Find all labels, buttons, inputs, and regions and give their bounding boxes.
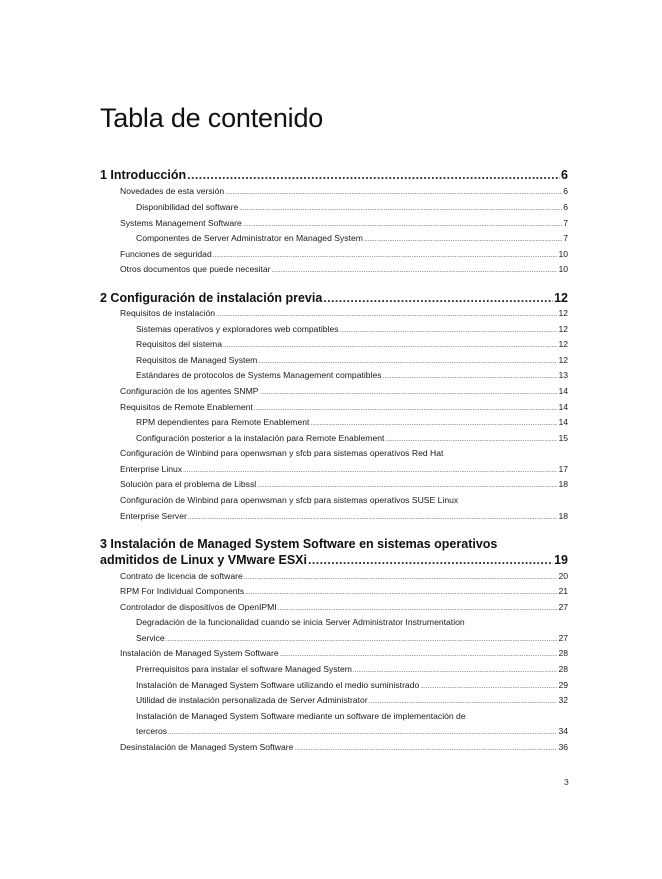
toc-page-number: 14 bbox=[558, 386, 568, 396]
toc-entry-title: Solución para el problema de Libssl bbox=[120, 479, 257, 489]
toc-entry-title: Prerrequisitos para instalar el software Managed System bbox=[136, 664, 352, 674]
dot-leader bbox=[188, 514, 558, 521]
toc-entry[interactable] bbox=[136, 680, 568, 690]
toc-entry-title-line1: Configuración de Winbind para openwsman y sfcb para sistemas operativos Red Hat bbox=[120, 448, 444, 458]
page-number: 3 bbox=[564, 777, 569, 787]
dot-leader bbox=[369, 698, 558, 705]
dot-leader bbox=[271, 267, 557, 274]
dot-leader bbox=[340, 327, 558, 334]
toc-page-number: 15 bbox=[558, 433, 568, 443]
dot-leader bbox=[323, 291, 553, 305]
toc-entry-title: terceros bbox=[136, 726, 168, 736]
toc-page-number: 14 bbox=[558, 417, 568, 427]
toc-entry-title: Service bbox=[136, 633, 165, 643]
dot-leader bbox=[257, 482, 557, 489]
toc-entry-title: Configuración de los agentes SNMP bbox=[120, 386, 259, 396]
toc-page-number: 7 bbox=[563, 218, 568, 228]
toc-entry[interactable] bbox=[120, 402, 568, 412]
toc-chapter-1[interactable] bbox=[100, 168, 568, 182]
toc-entry[interactable] bbox=[120, 218, 568, 228]
toc-entry[interactable] bbox=[120, 264, 568, 274]
toc-page-number: 18 bbox=[558, 511, 568, 521]
toc-entry-title: Controlador de dispositivos de OpenIPMI bbox=[120, 602, 277, 612]
dot-leader bbox=[244, 574, 558, 581]
toc-entry[interactable] bbox=[120, 648, 568, 658]
toc-entry-title: 1 Introducción bbox=[100, 168, 187, 182]
toc-page-number: 6 bbox=[563, 186, 568, 196]
toc-page-number: 12 bbox=[558, 355, 568, 365]
toc-page-number: 28 bbox=[558, 664, 568, 674]
toc-entry-title: Requisitos de Remote Enablement bbox=[120, 402, 253, 412]
toc-page-number: 10 bbox=[558, 264, 568, 274]
dot-leader bbox=[260, 389, 558, 396]
dot-leader bbox=[278, 605, 558, 612]
toc-entry-title: Instalación de Managed System Software bbox=[120, 648, 279, 658]
toc-entry-title-line1: Configuración de Winbind para openwsman y sfcb para sistemas operativos SUSE Linux bbox=[120, 495, 459, 505]
toc-entry[interactable] bbox=[120, 511, 568, 521]
toc-chapter-3-line1: 3 Instalación de Managed System Software en sistemas operativos bbox=[100, 537, 498, 551]
dot-leader bbox=[225, 189, 562, 196]
toc-entry-title: Sistemas operativos y exploradores web compatibles bbox=[136, 324, 339, 334]
toc-entry[interactable] bbox=[136, 695, 568, 705]
dot-leader bbox=[308, 553, 553, 567]
dot-leader bbox=[385, 436, 557, 443]
toc-page-number: 10 bbox=[558, 249, 568, 259]
toc-entry[interactable] bbox=[136, 633, 568, 643]
toc-chapter-2[interactable] bbox=[100, 291, 568, 305]
toc-chapter-3[interactable] bbox=[100, 553, 568, 567]
toc-page-number: 19 bbox=[554, 553, 568, 567]
toc-entry-title: Otros documentos que puede necesitar bbox=[120, 264, 271, 274]
toc-page-number: 6 bbox=[561, 168, 568, 182]
toc-page-number: 27 bbox=[558, 633, 568, 643]
dot-leader bbox=[294, 745, 557, 752]
toc-entry[interactable] bbox=[136, 355, 568, 365]
toc-entry-title: Systems Management Software bbox=[120, 218, 242, 228]
toc-entry-title: Desinstalación de Managed System Software bbox=[120, 742, 294, 752]
toc-entry-title: RPM For Individual Components bbox=[120, 586, 245, 596]
toc-entry[interactable] bbox=[120, 308, 568, 318]
toc-entry-title: Requisitos de instalación bbox=[120, 308, 216, 318]
dot-leader bbox=[254, 405, 558, 412]
dot-leader bbox=[353, 667, 558, 674]
toc-page-number: 34 bbox=[558, 726, 568, 736]
toc-entry[interactable] bbox=[120, 586, 568, 596]
toc-entry-title: Estándares de protocolos de Systems Management compatibles bbox=[136, 370, 382, 380]
toc-page-number: 29 bbox=[558, 680, 568, 690]
toc-entry-title: 2 Configuración de instalación previa bbox=[100, 291, 323, 305]
toc-entry-title-line1: Instalación de Managed System Software mediante un software de implementación de bbox=[136, 711, 466, 721]
toc-entry-title: Componentes de Server Administrator en Managed System bbox=[136, 233, 363, 243]
toc-entry-title: Requisitos del sistema bbox=[136, 339, 222, 349]
toc-page-number: 20 bbox=[558, 571, 568, 581]
dot-leader bbox=[213, 252, 558, 259]
dot-leader bbox=[216, 311, 557, 318]
toc-page-number: 21 bbox=[558, 586, 568, 596]
dot-leader bbox=[183, 467, 557, 474]
dot-leader bbox=[243, 221, 562, 228]
toc-entry[interactable] bbox=[136, 324, 568, 334]
toc-page-number: 14 bbox=[558, 402, 568, 412]
toc-entry[interactable] bbox=[136, 202, 568, 212]
dot-leader bbox=[258, 358, 557, 365]
dot-leader bbox=[239, 205, 562, 212]
toc-entry[interactable] bbox=[136, 433, 568, 443]
toc-entry-title-line1: Degradación de la funcionalidad cuando se inicia Server Administrator Instrumentation bbox=[136, 617, 465, 627]
toc-entry[interactable] bbox=[120, 464, 568, 474]
toc-entry-title: Utilidad de instalación personalizada de Server Administrator bbox=[136, 695, 368, 705]
dot-leader bbox=[383, 373, 558, 380]
toc-page-number: 6 bbox=[563, 202, 568, 212]
toc-entry[interactable] bbox=[136, 726, 568, 736]
dot-leader bbox=[280, 651, 558, 658]
toc-entry-title: admitidos de Linux y VMware ESXi bbox=[100, 553, 307, 567]
toc-entry[interactable] bbox=[120, 386, 568, 396]
toc-entry-title: Requisitos de Managed System bbox=[136, 355, 258, 365]
toc-entry[interactable] bbox=[120, 186, 568, 196]
toc-page-number: 12 bbox=[558, 324, 568, 334]
toc-entry[interactable] bbox=[136, 664, 568, 674]
toc-entry-title: Novedades de esta versión bbox=[120, 186, 225, 196]
toc-page-number: 32 bbox=[558, 695, 568, 705]
toc-entry[interactable] bbox=[120, 602, 568, 612]
toc-entry-title: Configuración posterior a la instalación para Remote Enablement bbox=[136, 433, 385, 443]
toc-page-number: 12 bbox=[558, 308, 568, 318]
dot-leader bbox=[364, 236, 562, 243]
dot-leader bbox=[223, 342, 557, 349]
toc-entry[interactable] bbox=[136, 370, 568, 380]
toc-entry[interactable] bbox=[120, 249, 568, 259]
page-title: Tabla de contenido bbox=[100, 103, 324, 133]
toc-entry[interactable] bbox=[136, 339, 568, 349]
dot-leader bbox=[420, 683, 557, 690]
toc-page-number: 18 bbox=[558, 479, 568, 489]
toc-entry-title: Instalación de Managed System Software utilizando el medio suministrado bbox=[136, 680, 420, 690]
toc-page-number: 27 bbox=[558, 602, 568, 612]
dot-leader bbox=[168, 729, 557, 736]
toc-page-number: 17 bbox=[558, 464, 568, 474]
dot-leader bbox=[166, 636, 558, 643]
toc-entry-title: Contrato de licencia de software bbox=[120, 571, 243, 581]
toc-entry[interactable] bbox=[120, 479, 568, 489]
toc-entry-title: RPM dependientes para Remote Enablement bbox=[136, 417, 310, 427]
toc-page-number: 7 bbox=[563, 233, 568, 243]
toc-entry-title: Disponibilidad del software bbox=[136, 202, 239, 212]
toc-entry-title: Enterprise Server bbox=[120, 511, 187, 521]
toc-entry[interactable] bbox=[136, 233, 568, 243]
toc-page-number: 36 bbox=[558, 742, 568, 752]
toc-entry[interactable] bbox=[120, 742, 568, 752]
toc-page-number: 12 bbox=[558, 339, 568, 349]
toc-page-number: 12 bbox=[554, 291, 568, 305]
dot-leader bbox=[245, 589, 557, 596]
toc-entry-title: Funciones de seguridad bbox=[120, 249, 212, 259]
toc-page-number: 13 bbox=[558, 370, 568, 380]
toc-entry[interactable] bbox=[120, 571, 568, 581]
toc-entry[interactable] bbox=[136, 417, 568, 427]
toc-entry-title: Enterprise Linux bbox=[120, 464, 183, 474]
dot-leader bbox=[187, 168, 560, 182]
toc-page-number: 28 bbox=[558, 648, 568, 658]
dot-leader bbox=[310, 420, 557, 427]
